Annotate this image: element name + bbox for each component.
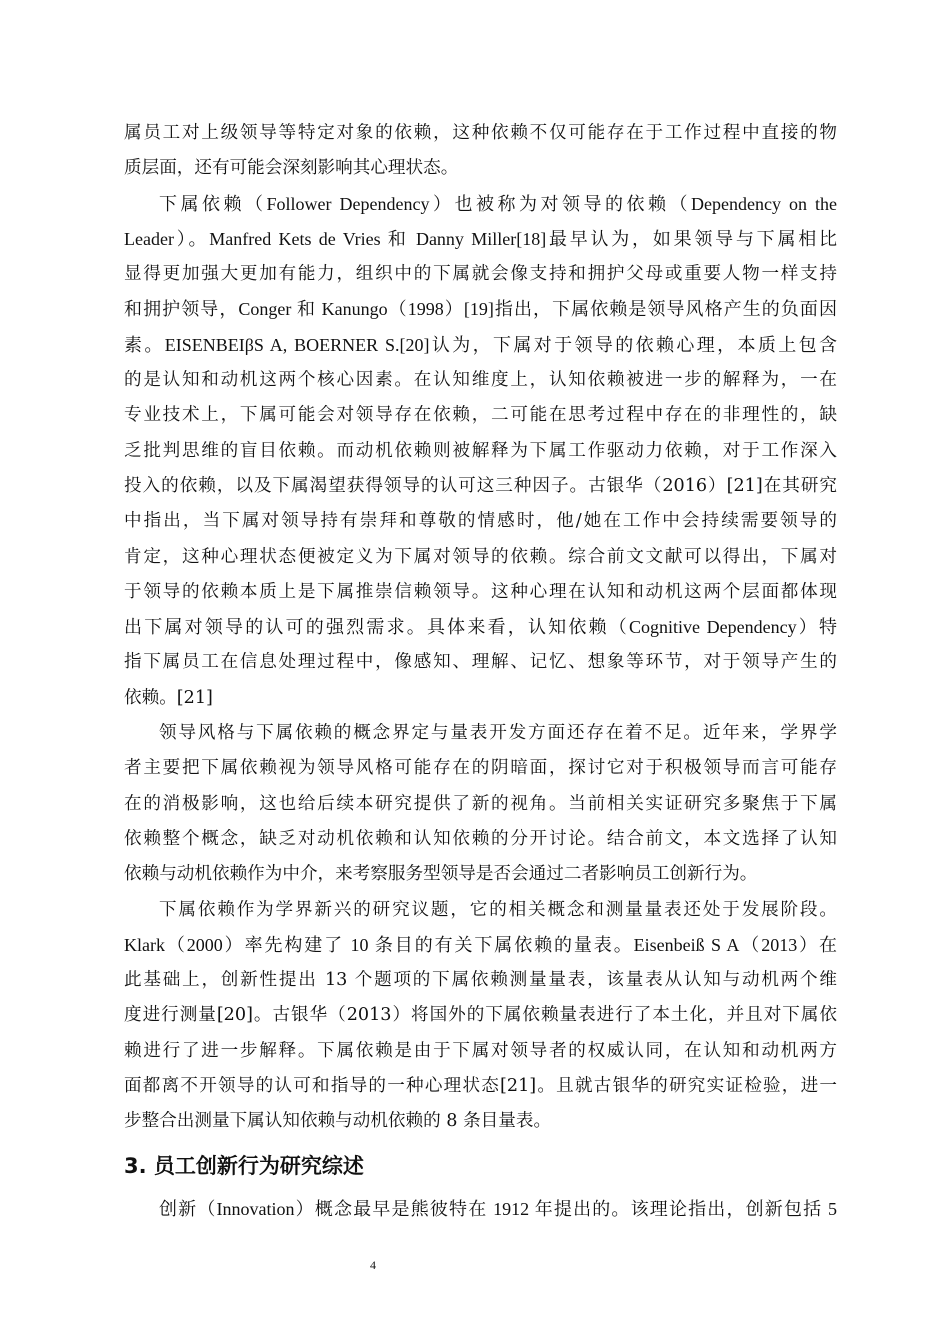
text-line: 度进行测量[20]。古银华（2013）将国外的下属依赖量表进行了本土化，并且对下属依 bbox=[124, 1005, 837, 1026]
text-line: 肯定，这种心理状态便被定义为下属对领导的依赖。综合前文文献可以得出，下属对 bbox=[124, 546, 837, 567]
page-number: 4 bbox=[370, 1258, 376, 1272]
text-line: 的是认知和动机这两个核心因素。在认知维度上，认知依赖被进一步的解释为，一在 bbox=[124, 370, 837, 391]
text-line: 中指出，当下属对领导持有崇拜和尊敬的情感时，他/她在工作中会持续需要领导的 bbox=[124, 511, 837, 532]
text-line: 于领导的依赖本质上是下属推崇信赖领导。这种心理在认知和动机这两个层面都体现 bbox=[124, 581, 837, 602]
body-text bbox=[124, 116, 837, 1227]
text-line: Leader）。Manfred Kets de Vries 和 Danny Miller[18]最早认为，如果领导与下属相比 bbox=[124, 228, 837, 249]
text-line: 面都离不开领导的认可和指导的一种心理状态[21]。且就古银华的研究实证检验，进一 bbox=[124, 1076, 837, 1097]
text-line: 指下属员工在信息处理过程中，像感知、理解、记忆、想象等环节，对于领导产生的 bbox=[124, 652, 837, 673]
text-line: 依赖整个概念，缺乏对动机依赖和认知依赖的分开讨论。结合前文，本文选择了认知 bbox=[124, 828, 837, 849]
text-line: 领导风格与下属依赖的概念界定与量表开发方面还存在着不足。近年来，学界学 bbox=[159, 723, 837, 744]
text-line: 在的消极影响，这也给后续本研究提供了新的视角。当前相关实证研究多聚焦于下属 bbox=[124, 793, 837, 814]
paragraph-continued bbox=[124, 116, 837, 187]
paragraph-scale-development bbox=[124, 893, 837, 1140]
text-line: 创新（Innovation）概念最早是熊彼特在 1912 年提出的。该理论指出，创新包括 5 bbox=[159, 1198, 837, 1219]
section-heading: 3. 员工创新行为研究综述 bbox=[124, 1153, 364, 1178]
paragraph-follower-dependency bbox=[124, 187, 837, 716]
text-line: 者主要把下属依赖视为领导风格可能存在的阴暗面，探讨它对于积极领导而言可能存 bbox=[124, 758, 837, 779]
text-line: 乏批判思维的盲目依赖。而动机依赖则被解释为下属工作驱动力依赖，对于工作深入 bbox=[124, 440, 837, 461]
text-line: 显得更加强大更加有能力，组织中的下属就会像支持和拥护父母或重要人物一样支持 bbox=[124, 264, 837, 285]
text-line: 下属依赖（Follower Dependency）也被称为对领导的依赖（Dependency on the bbox=[159, 193, 837, 214]
text-line: 步整合出测量下属认知依赖与动机依赖的 8 条目量表。 bbox=[124, 1111, 552, 1132]
text-line: 依赖与动机依赖作为中介，来考察服务型领导是否会通过二者影响员工创新行为。 bbox=[124, 864, 758, 885]
text-line: 质层面，还有可能会深刻影响其心理状态。 bbox=[124, 158, 459, 179]
paragraph-innovation bbox=[124, 1192, 837, 1227]
text-line: 赖进行了进一步解释。下属依赖是由于下属对领导者的权威认同，在认知和动机两方 bbox=[124, 1040, 837, 1061]
text-line: 投入的依赖，以及下属渴望获得领导的认可这三种因子。古银华（2016）[21]在其研究 bbox=[124, 475, 837, 496]
text-line: 素。EISENBEIβS A, BOERNER S.[20]认为，下属对于领导的依赖心理，本质上包含 bbox=[124, 334, 837, 355]
text-line: 出下属对领导的认可的强烈需求。具体来看，认知依赖（Cognitive Dependency）特 bbox=[124, 617, 837, 638]
text-line: Klark（2000）率先构建了 10 条目的有关下属依赖的量表。Eisenbeiß S A（2013）在 bbox=[124, 934, 837, 955]
text-line: 和拥护领导，Conger 和 Kanungo（1998）[19]指出，下属依赖是领导风格产生的负面因 bbox=[124, 299, 837, 320]
paragraph-scale-shortcomings bbox=[124, 716, 837, 892]
text-line: 此基础上，创新性提出 13 个题项的下属依赖测量量表，该量表从认知与动机两个维 bbox=[124, 970, 837, 991]
text-line: 依赖。[21] bbox=[124, 687, 213, 708]
text-line: 下属依赖作为学界新兴的研究议题，它的相关概念和测量量表还处于发展阶段。 bbox=[159, 899, 837, 920]
text-line: 专业技术上，下属可能会对领导存在依赖，二可能在思考过程中存在的非理性的，缺 bbox=[124, 405, 837, 426]
text-line: 属员工对上级领导等特定对象的依赖，这种依赖不仅可能存在于工作过程中直接的物 bbox=[124, 123, 837, 143]
